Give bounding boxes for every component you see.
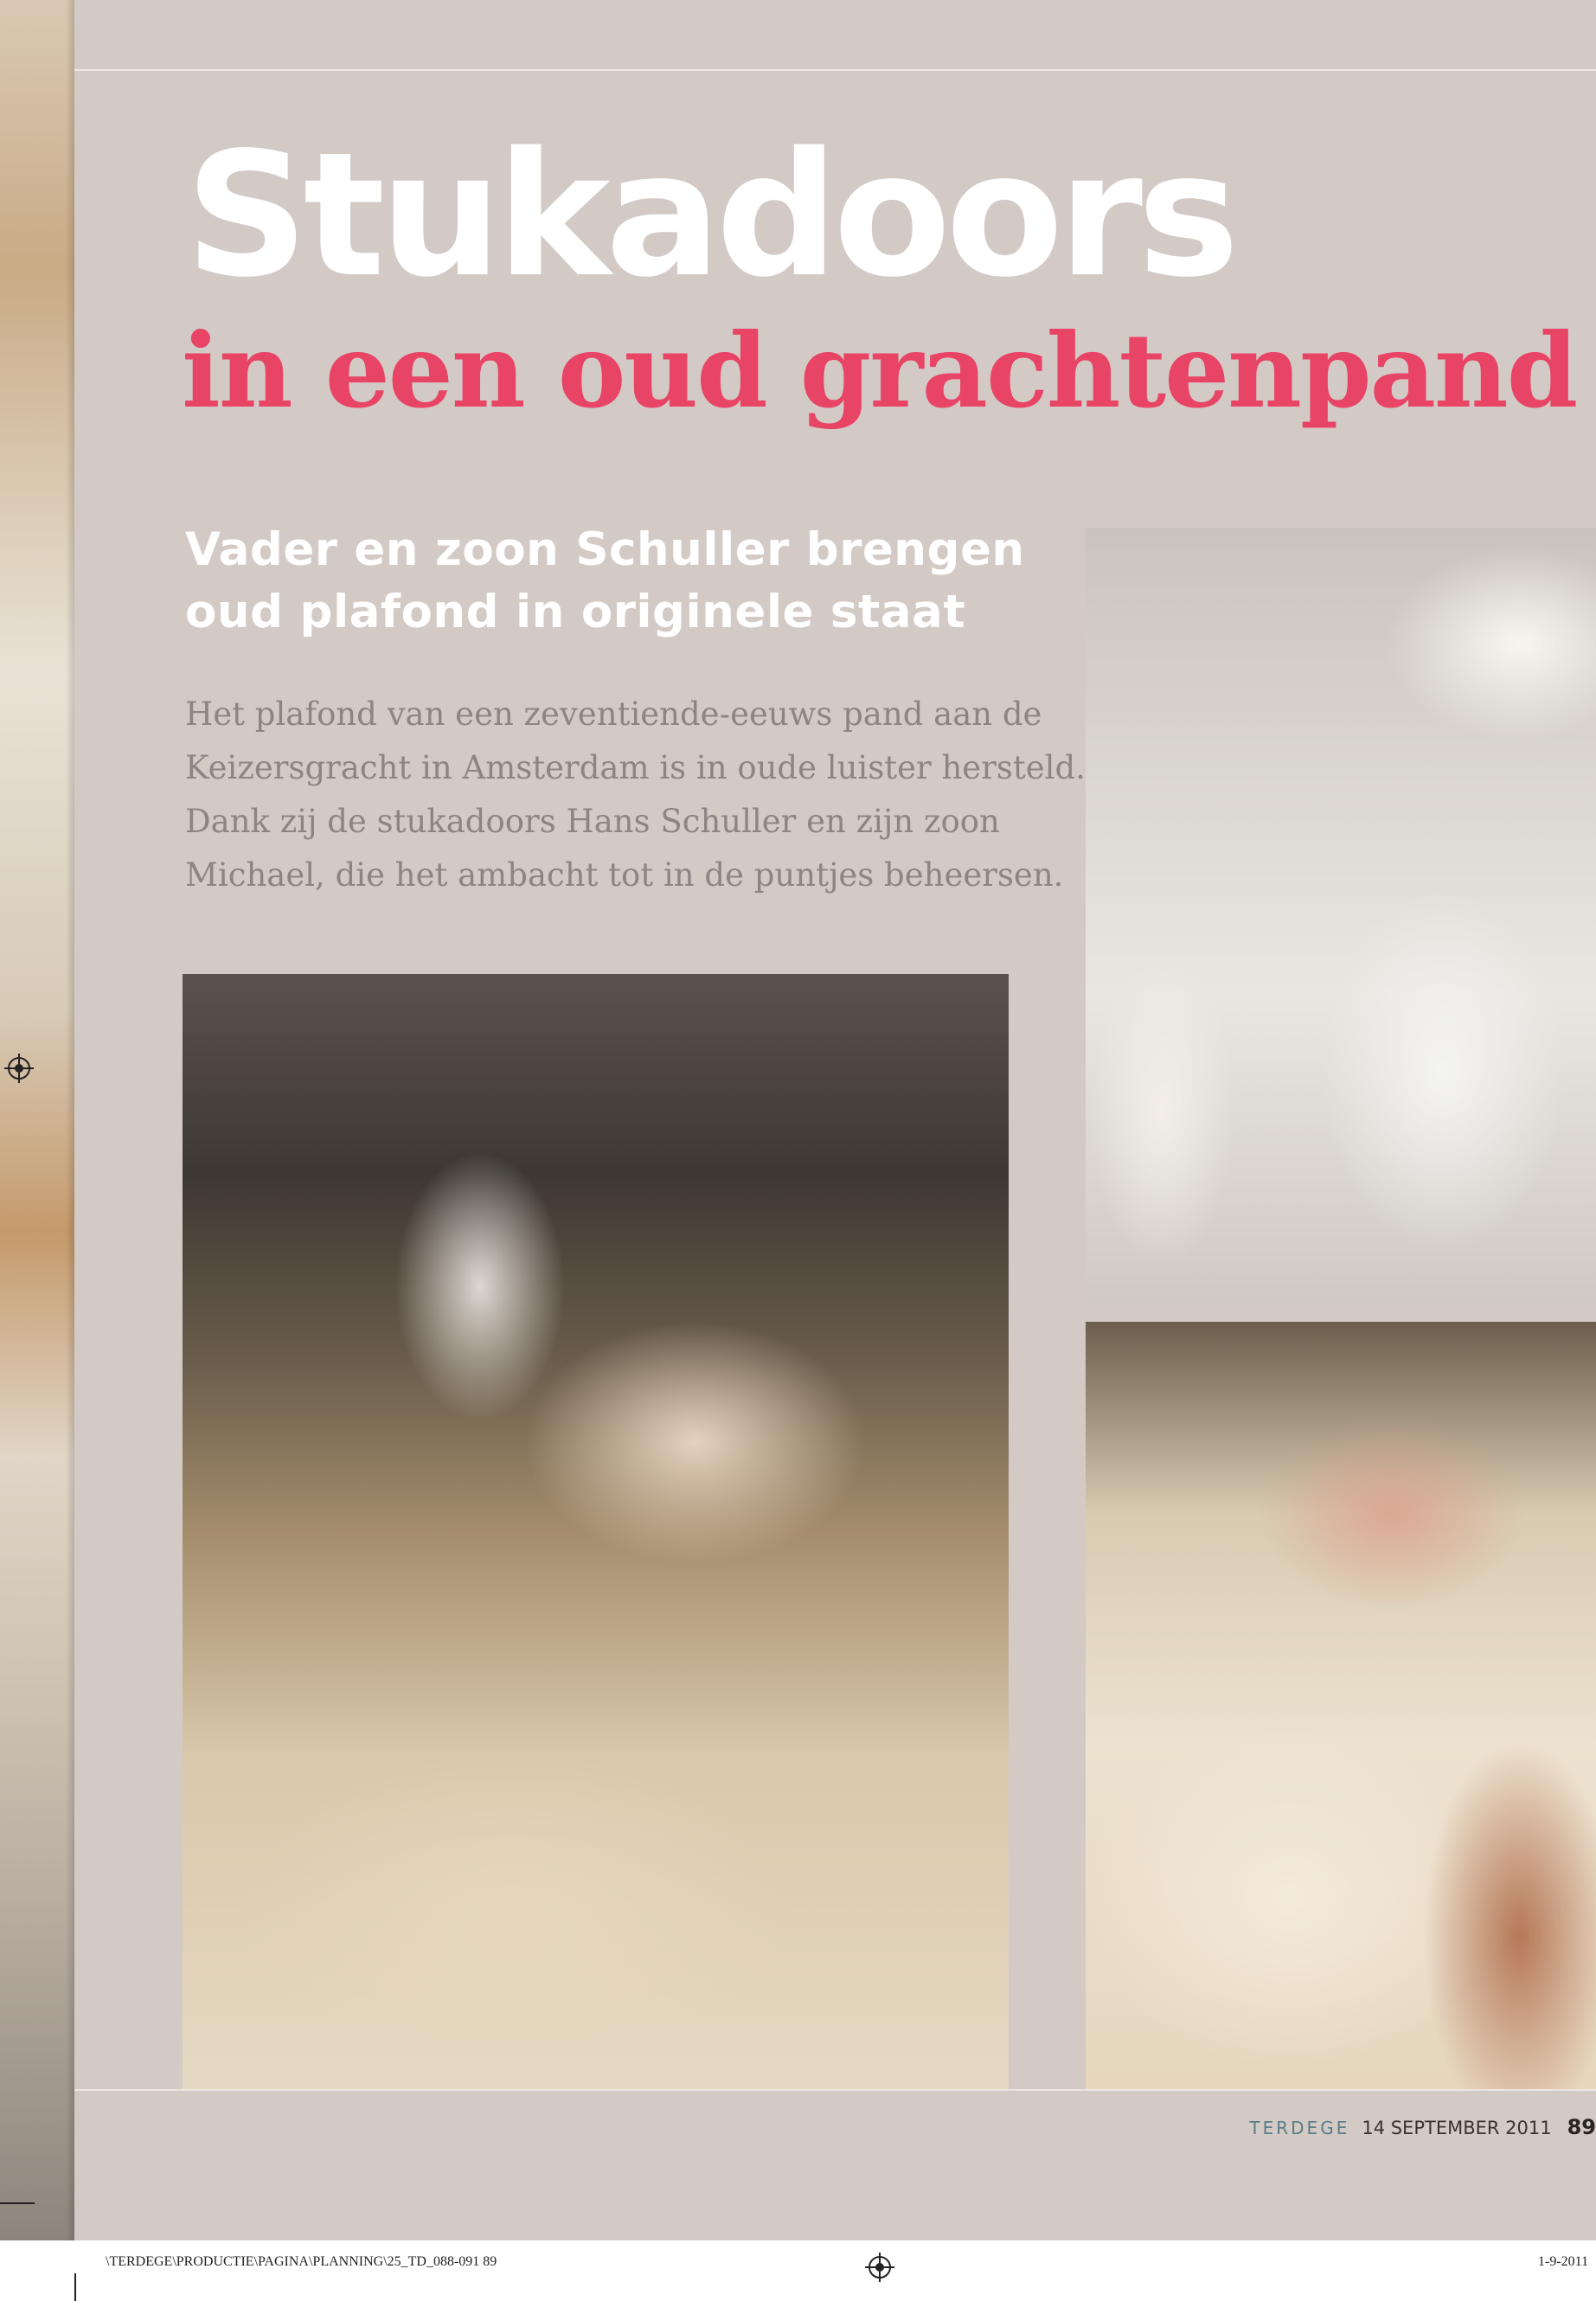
print-slug-date: 1-9-2011 <box>1538 2254 1589 2269</box>
crop-mark <box>74 2273 76 2301</box>
intro-line: Dank zij de stukadoors Hans Schuller en zijn zoon <box>185 803 1000 840</box>
intro-line: Keizersgracht in Amsterdam is in oude luister hersteld. <box>185 749 1086 786</box>
deck-line: oud plafond in originele staat <box>185 586 966 638</box>
photo-plaster-pouring <box>1086 1322 1596 2090</box>
top-rule <box>74 69 1596 71</box>
print-slug-path: \TERDEGE\PRODUCTIE\PAGINA\PLANNING\25_TD_088-091 89 <box>106 2254 497 2269</box>
intro-line: Michael, die het ambacht tot in de puntjes beheersen. <box>185 856 1064 894</box>
article-subtitle: in een oud grachtenpand <box>182 311 1577 431</box>
bottom-rule <box>74 2089 1596 2091</box>
photo-plasterers-at-workbench <box>183 974 1009 2090</box>
crop-mark <box>0 2202 35 2204</box>
article-intro <box>185 688 1119 902</box>
page-number: 89 <box>1567 2115 1596 2139</box>
registration-mark-icon <box>869 2256 891 2279</box>
magazine-page <box>74 0 1596 2240</box>
registration-mark-icon <box>8 1057 30 1080</box>
photo-plastering-ceiling <box>1086 528 1596 1304</box>
deck-line: Vader en zoon Schuller brengen <box>185 523 1025 576</box>
issue-date: 14 SEPTEMBER 2011 <box>1362 2118 1552 2138</box>
magazine-brand: TERDEGE <box>1249 2118 1350 2138</box>
article-deck <box>185 519 1085 644</box>
article-title: Stukadoors <box>185 115 1234 315</box>
intro-line: Het plafond van een zeventiende-eeuws pand aan de <box>185 695 1042 733</box>
previous-page-photo-edge <box>0 0 74 2240</box>
page-footer <box>1249 2115 1596 2139</box>
